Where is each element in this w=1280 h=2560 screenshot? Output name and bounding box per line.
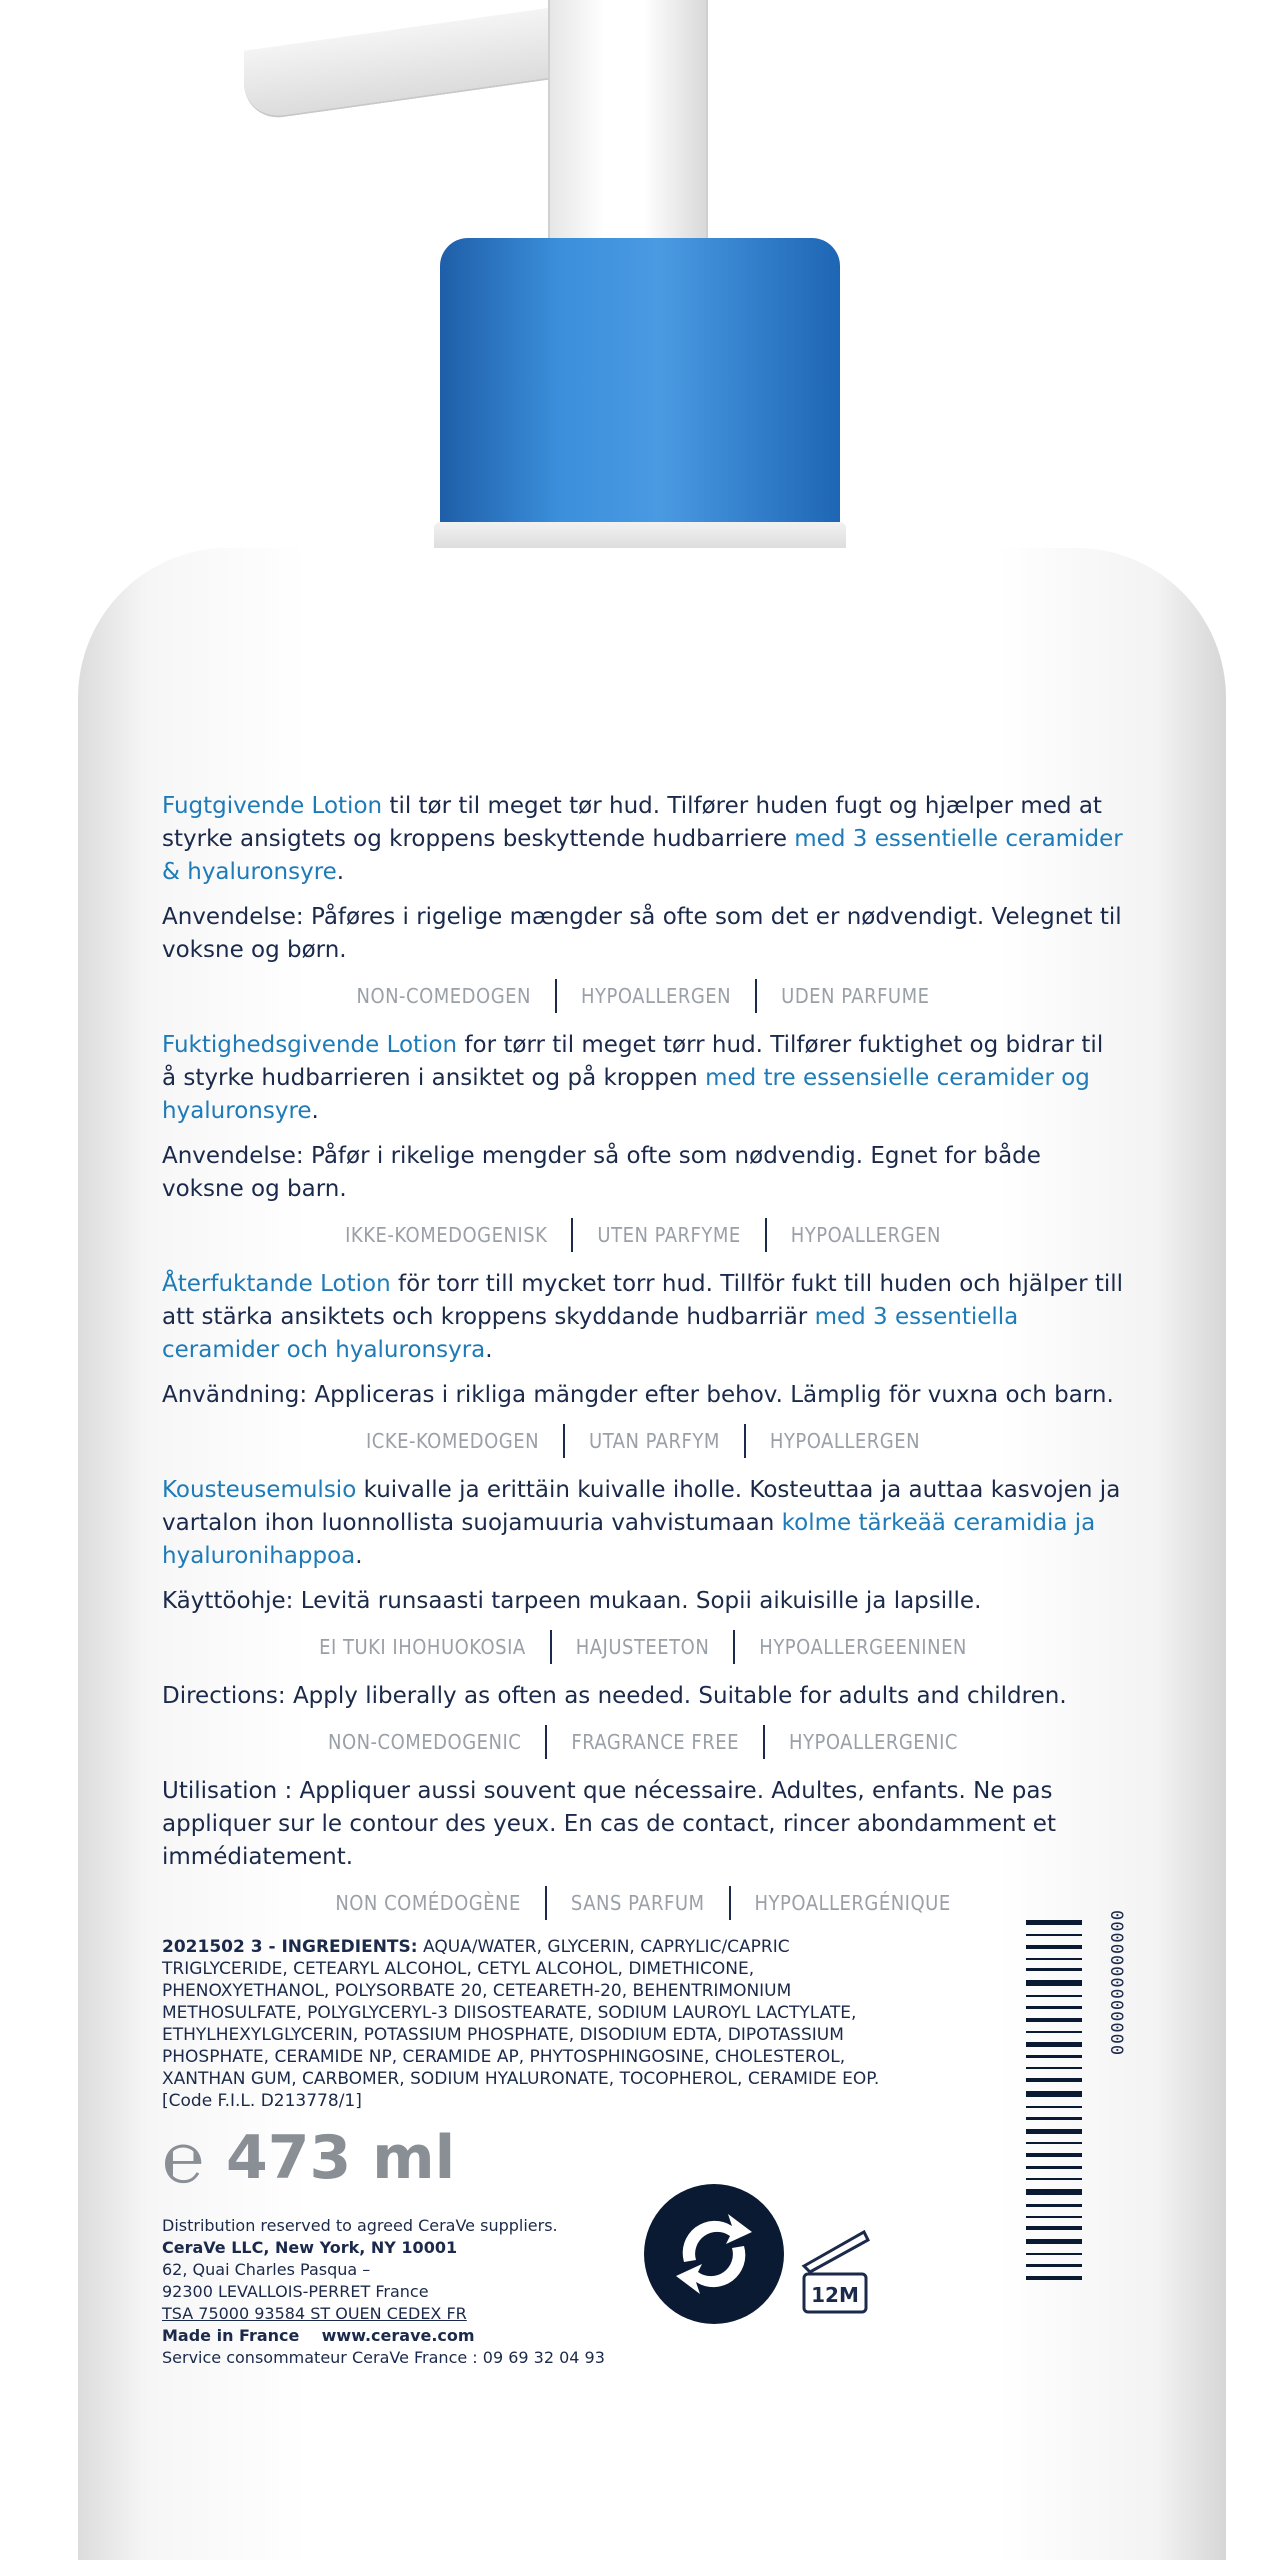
swedish-usage	[162, 1379, 1124, 1412]
claim: SANS PARFUM	[570, 1890, 705, 1915]
claim: EI TUKI IHOHUOKOSIA	[319, 1634, 526, 1659]
claim: HAJUSTEETON	[575, 1634, 710, 1659]
claim: UTAN PARFYM	[589, 1428, 720, 1453]
claim: NON COMÉDOGÈNE	[335, 1890, 521, 1915]
pump-stem	[548, 0, 708, 240]
barcode-bar	[1026, 2166, 1082, 2169]
finnish-description	[162, 1474, 1124, 1573]
claim: UTEN PARFYME	[597, 1222, 741, 1247]
claim: HYPOALLERGEN	[790, 1222, 941, 1247]
finnish-claims	[162, 1630, 1124, 1664]
barcode-bar	[1026, 2276, 1082, 2280]
swedish-usage-label: Användning:	[162, 1382, 308, 1408]
norwegian-description	[162, 1029, 1124, 1128]
english-usage-label: Directions:	[162, 1683, 286, 1709]
danish-usage	[162, 901, 1124, 967]
french-usage-text: Appliquer aussi souvent que nécessaire. Adultes, enfants. Ne pas appliquer sur le contour des yeux. En cas de contact, rincer abondamment et immédiatement.	[162, 1778, 1056, 1870]
address-line: 92300 LEVALLOIS-PERRET France	[162, 2282, 429, 2301]
finnish-product-name: Kousteusemulsio	[162, 1477, 357, 1503]
norwegian-usage-label: Anvendelse:	[162, 1143, 304, 1169]
barcode-bar	[1026, 2129, 1082, 2134]
english-usage	[162, 1680, 1124, 1713]
barcode-bar	[1026, 1968, 1082, 1971]
address-line: CeraVe LLC, New York, NY 10001	[162, 2238, 458, 2257]
claim: FRAGRANCE FREE	[571, 1729, 739, 1754]
claim: UDEN PARFUME	[781, 983, 930, 1008]
finnish-highlight: kolme tärkeää ceramidia ja hyaluronihappoa	[162, 1510, 1096, 1569]
barcode-bar	[1026, 1934, 1082, 1936]
label-content	[162, 790, 1124, 2369]
website-link[interactable]: www.cerave.com	[321, 2326, 475, 2345]
swedish-end: .	[485, 1337, 493, 1363]
english-claims	[162, 1725, 1124, 1759]
barcode-bar	[1026, 2006, 1082, 2009]
norwegian-product-name: Fuktighedsgivende Lotion	[162, 1032, 458, 1058]
swedish-usage-text: Appliceras i rikliga mängder efter behov. Lämplig för vuxna och barn.	[307, 1382, 1114, 1408]
claim: ICKE-KOMEDOGEN	[365, 1428, 540, 1453]
danish-description	[162, 790, 1124, 889]
pump-collar	[440, 238, 840, 538]
french-usage	[162, 1775, 1124, 1874]
address-line: 62, Quai Charles Pasqua –	[162, 2260, 371, 2279]
barcode-bar	[1026, 2031, 1082, 2033]
ingredients-label: 2021502 3 - INGREDIENTS:	[162, 1937, 418, 1957]
claim: HYPOALLERGEENINEN	[759, 1634, 967, 1659]
barcode-bar	[1026, 2226, 1082, 2230]
barcode-bar	[1026, 2142, 1082, 2144]
barcode-bar	[1026, 2178, 1082, 2180]
pao-jar-icon	[798, 2226, 874, 2316]
barcode-bar	[1026, 2055, 1082, 2058]
norwegian-usage-text: Påfør i rikelige mengder så ofte som nødvendig. Egnet for både voksne og barn.	[162, 1143, 1041, 1202]
french-claims	[162, 1886, 1124, 1920]
barcode-bar	[1026, 2078, 1082, 2082]
barcode-digits-side: 0000000000000	[1106, 1910, 1126, 2057]
estimated-sign-icon: ℮	[162, 2117, 205, 2199]
volume-value: 473 ml	[226, 2123, 456, 2193]
swedish-highlight: med 3 essentiella ceramider och hyaluronsyra	[162, 1304, 1019, 1363]
french-usage-label: Utilisation :	[162, 1778, 293, 1804]
danish-text: til tør til meget tør hud. Tilfører huden fugt og hjælper med at styrke ansigtets og kroppens beskyttende hudbarriere	[162, 793, 1102, 852]
claim: HYPOALLERGÉNIQUE	[754, 1890, 951, 1915]
finnish-text: kuivalle ja erittäin kuivalle iholle. Kosteuttaa ja auttaa kasvojen ja vartalon ihon luonnollista suojamuuria vahvistumaan	[162, 1477, 1121, 1536]
ingredients-code: [Code F.I.L. D213778/1]	[162, 2091, 362, 2111]
barcode-bar	[1026, 2091, 1082, 2097]
swedish-description	[162, 1268, 1124, 1367]
barcode-bar	[1026, 1945, 1082, 1949]
barcode-bar	[1026, 1920, 1082, 1925]
barcode-bar	[1026, 2216, 1082, 2218]
barcode-bar	[1026, 2106, 1082, 2108]
swedish-product-name: Återfuktande Lotion	[162, 1271, 391, 1297]
barcode	[1026, 1920, 1082, 2280]
ingredients-list	[162, 1936, 882, 2112]
address-line: Distribution reserved to agreed CeraVe suppliers.	[162, 2216, 558, 2235]
swedish-claims	[162, 1424, 1124, 1458]
barcode-bar	[1026, 2117, 1082, 2120]
norwegian-text: for tørr til meget tørr hud. Tilfører fuktighet og bidrar til å styrke hudbarrieren i ansiktet og på kroppen	[162, 1032, 1104, 1091]
finnish-usage-text: Levitä runsaasti tarpeen mukaan. Sopii aikuisille ja lapsille.	[293, 1588, 982, 1614]
volume-row	[162, 2117, 1124, 2199]
claim: NON-COMEDOGENIC	[327, 1729, 522, 1754]
norwegian-usage	[162, 1140, 1124, 1206]
claim: NON-COMEDOGEN	[356, 983, 531, 1008]
claim: HYPOALLERGEN	[580, 983, 732, 1008]
norwegian-highlight: med tre essensielle ceramider og hyaluronsyre	[162, 1065, 1090, 1124]
address-line: TSA 75000 93584 ST OUEN CEDEX FR	[162, 2304, 467, 2323]
barcode-bar	[1026, 1958, 1082, 1960]
made-in: Made in France	[162, 2326, 300, 2345]
norwegian-claims	[162, 1218, 1124, 1252]
danish-product-name: Fugtgivende Lotion	[162, 793, 383, 819]
danish-claims	[162, 979, 1124, 1013]
distributor-address	[162, 2215, 1124, 2369]
claim: HYPOALLERGENIC	[788, 1729, 958, 1754]
pao-label: 12M	[811, 2283, 859, 2307]
finnish-end: .	[355, 1543, 363, 1569]
barcode-bar	[1026, 2018, 1082, 2022]
norwegian-end: .	[311, 1098, 319, 1124]
finnish-usage	[162, 1585, 1124, 1618]
barcode-bar	[1026, 2253, 1082, 2255]
claim: HYPOALLERGEN	[769, 1428, 921, 1453]
barcode-bar	[1026, 2264, 1082, 2267]
barcode-bar	[1026, 2067, 1082, 2069]
swedish-text: för torr till mycket torr hud. Tillför fukt till huden och hjälper till att stärka ansiktets och kroppens skyddande hudbarriär	[162, 1271, 1124, 1330]
danish-highlight: med 3 essentielle ceramider & hyaluronsyre	[162, 826, 1123, 885]
danish-usage-text: Påføres i rigelige mængder så ofte som det er nødvendigt. Velegnet til voksne og børn.	[162, 904, 1122, 963]
danish-usage-label: Anvendelse:	[162, 904, 304, 930]
danish-end: .	[336, 859, 345, 885]
barcode-bar	[1026, 1995, 1082, 1997]
consumer-service: Service consommateur CeraVe France : 09 69 32 04 93	[162, 2348, 605, 2367]
barcode-bar	[1026, 2042, 1082, 2047]
ingredients-text: AQUA/WATER, GLYCERIN, CAPRYLIC/CAPRIC TRIGLYCERIDE, CETEARYL ALCOHOL, CETYL ALCOHOL, DIMETHICONE, PHENOXYETHANOL, POLYSORBATE 20, CETEARETH-20, BEHENTRIMONIUM METHOSULFATE, POLYGLYCERYL-3 DIISOSTEARATE, SODIUM LAUROYL LACTYLATE, ETHYLHEXYLGLYCERIN, POTASSIUM PHOSPHATE, DISODIUM EDTA, DIPOTASSIUM PHOSPHATE, CERAMIDE NP, CERAMIDE AP, PHYTOSPHINGOSINE, CHOLESTEROL, XANTHAN GUM, CARBOMER, SODIUM HYALURONATE, TOCOPHEROL, CERAMIDE EOP.	[162, 1937, 880, 2089]
barcode-bar	[1026, 2189, 1082, 2195]
barcode-bar	[1026, 2239, 1082, 2244]
barcode-bar	[1026, 2204, 1082, 2207]
barcode-bar	[1026, 1980, 1082, 1986]
barcode-bar	[1026, 2153, 1082, 2157]
claim: IKKE-KOMEDOGENISK	[345, 1222, 548, 1247]
english-usage-text: Apply liberally as often as needed. Suitable for adults and children.	[285, 1683, 1067, 1709]
finnish-usage-label: Käyttöohje:	[162, 1588, 294, 1614]
recycle-icon	[644, 2184, 784, 2324]
